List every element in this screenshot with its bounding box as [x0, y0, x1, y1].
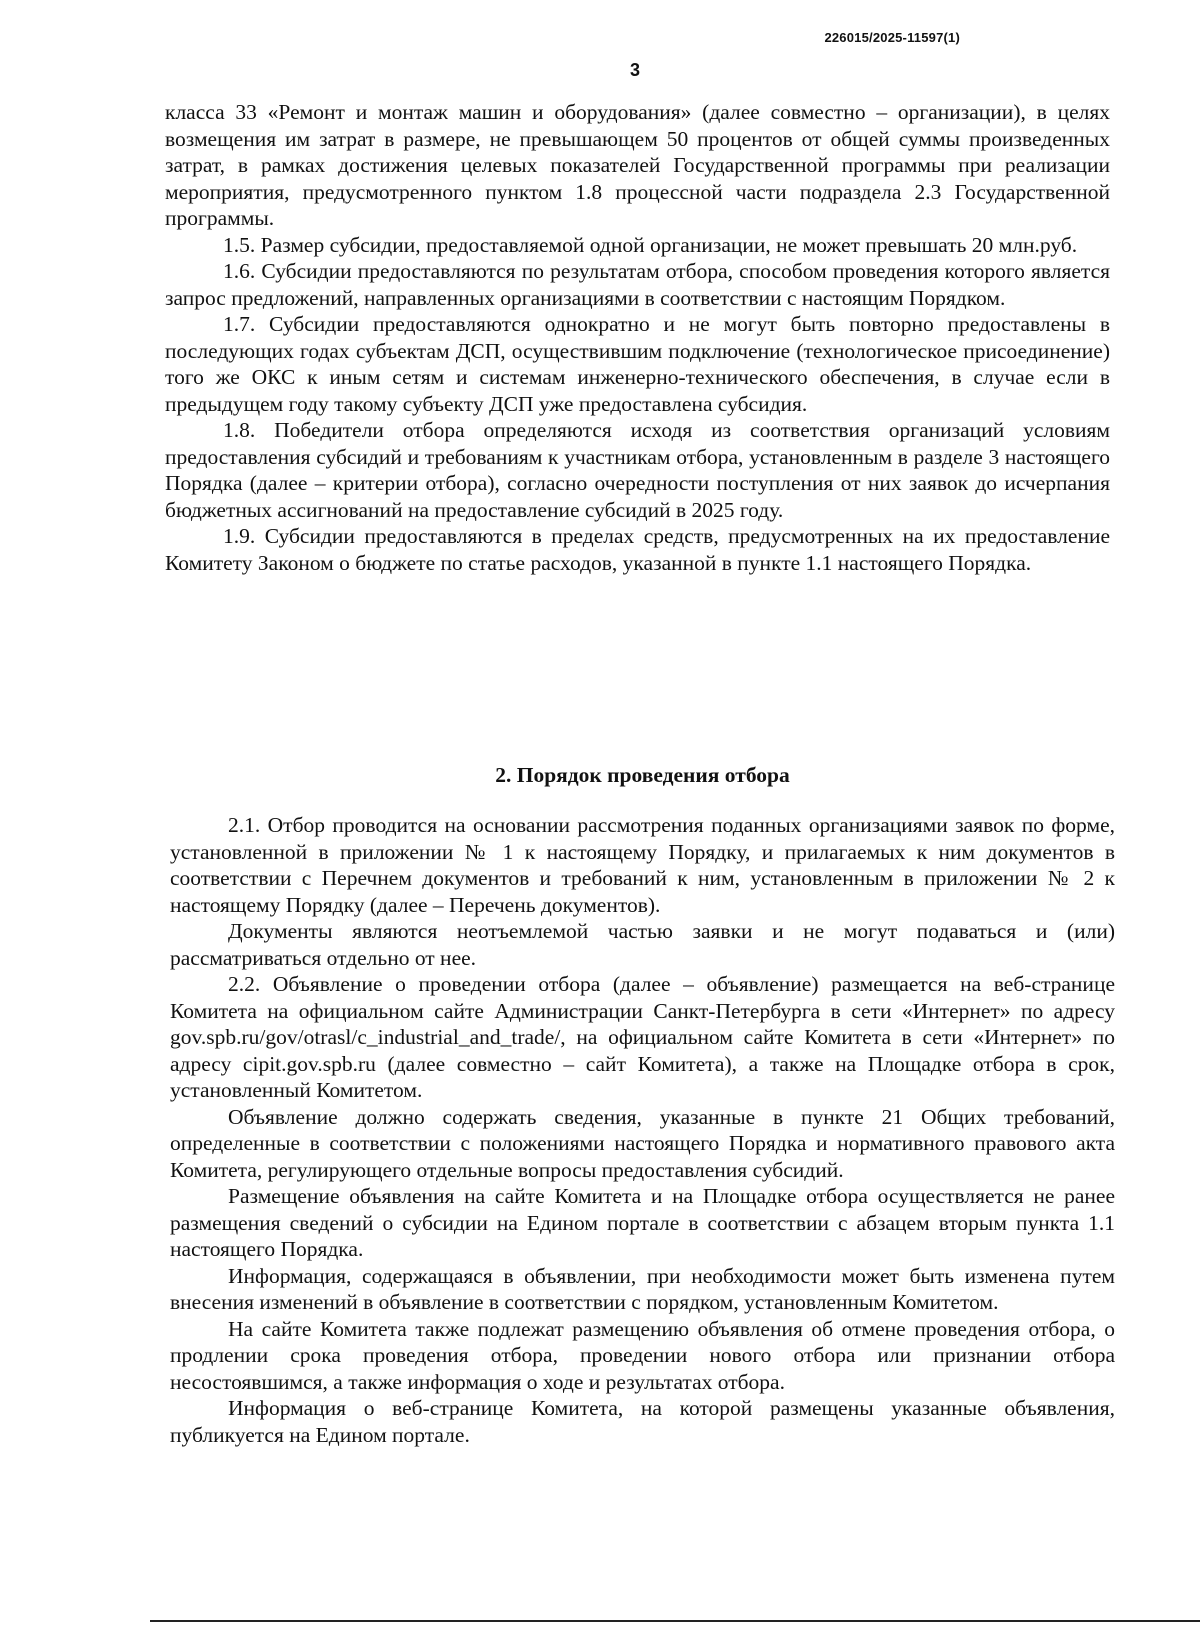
- paragraph-1-6: 1.6. Субсидии предоставляются по результатам отбора, способом проведения которого является запрос предложений, направленных организациями в соответствии с настоящим Порядком.: [165, 259, 1110, 310]
- paragraph-2-1-documents: Документы являются неотъемлемой частью заявки и не могут подаваться и (или) рассматриваться отдельно от нее.: [170, 919, 1115, 970]
- paragraph-1-7: 1.7. Субсидии предоставляются однократно и не могут быть повторно предоставлены в последующих годах субъектам ДСП, осуществившим подключение (технологическое присоединение) того же ОКС к иным сетям и системам инженерно-технического обеспечения, в случае если в предыдущем году такому субъекту ДСП уже предоставлена субсидия.: [165, 312, 1110, 416]
- section-2-heading: 2. Порядок проведения отбора: [495, 763, 790, 787]
- paragraph-2-2: 2.2. Объявление о проведении отбора (далее – объявление) размещается на веб-странице Комитета на официальном сайте Администрации Санкт-Петербурга в сети «Интернет» по адресу gov.spb.ru/gov/otrasl/c_industrial_and_trade/, на официальном сайте Комитета в сети «Интернет» по адресу cipit.gov.spb.ru (далее совместно – сайт Комитета), а также на Площадке отбора в срок, установленный Комитетом.: [170, 972, 1115, 1102]
- paragraph-2-1: 2.1. Отбор проводится на основании рассмотрения поданных организациями заявок по форме, установленной в приложении № 1 к настоящему Порядку, и прилагаемых к ним документов в соответствии с Перечнем документов и требований к ним, установленным в приложении № 2 к настоящему Порядку (далее – Перечень документов).: [170, 813, 1115, 917]
- paragraph-1-8: 1.8. Победители отбора определяются исходя из соответствия организаций условиям предоставления субсидий и требованиям к участникам отбора, установленным в разделе 3 настоящего Порядка (далее – критерии отбора), согласно очередности поступления от них заявок до исчерпания бюджетных ассигнований на предоставление субсидий в 2025 году.: [165, 418, 1110, 522]
- paragraph-2-2-placement: Размещение объявления на сайте Комитета и на Площадке отбора осуществляется не ранее размещения сведений о субсидии на Едином портале в соответствии с абзацем вторым пункта 1.1 настоящего Порядка.: [170, 1184, 1115, 1261]
- page-number: 3: [629, 60, 640, 80]
- section-1-continuation: [165, 99, 1110, 576]
- paragraph-1-9: 1.9. Субсидии предоставляются в пределах средств, предусмотренных на их предоставление Комитету Законом о бюджете по статье расходов, указанной в пункте 1.1 настоящего Порядка.: [165, 524, 1110, 575]
- paragraph-1-4-continuation: класса 33 «Ремонт и монтаж машин и оборудования» (далее совместно – организации), в целях возмещения им затрат в размере, не превышающем 50 процентов от общей суммы произведенных затрат, в рамках достижения целевых показателей Государственной программы при реализации мероприятия, предусмотренного пунктом 1.8 процессной части подраздела 2.3 Государственной программы.: [165, 100, 1110, 230]
- paragraph-2-2-cancellation: На сайте Комитета также подлежат размещению объявления об отмене проведения отбора, о продлении срока проведения отбора, проведении нового отбора или признании отбора несостоявшимся, а также информация о ходе и результатах отбора.: [170, 1316, 1115, 1394]
- paragraph-1-5: 1.5. Размер субсидии, предоставляемой одной организации, не может превышать 20 млн.руб.: [223, 232, 1078, 257]
- paragraph-2-2-publication: Информация о веб-странице Комитета, на которой размещены указанные объявления, публикуется на Едином портале.: [170, 1396, 1115, 1447]
- document-registration-number: 226015/2025-11597(1): [824, 30, 960, 45]
- paragraph-2-2-content: Объявление должно содержать сведения, указанные в пункте 21 Общих требований, определенные в соответствии с положениями настоящего Порядка и нормативного правового акта Комитета, регулирующего отдельные вопросы предоставления субсидий.: [170, 1104, 1115, 1182]
- scan-bottom-edge: [150, 1620, 1200, 1622]
- paragraph-2-2-changes: Информация, содержащаяся в объявлении, при необходимости может быть изменена путем внесения изменений в объявление в соответствии с порядком, установленным Комитетом.: [170, 1263, 1115, 1314]
- section-2-body: [170, 812, 1115, 1448]
